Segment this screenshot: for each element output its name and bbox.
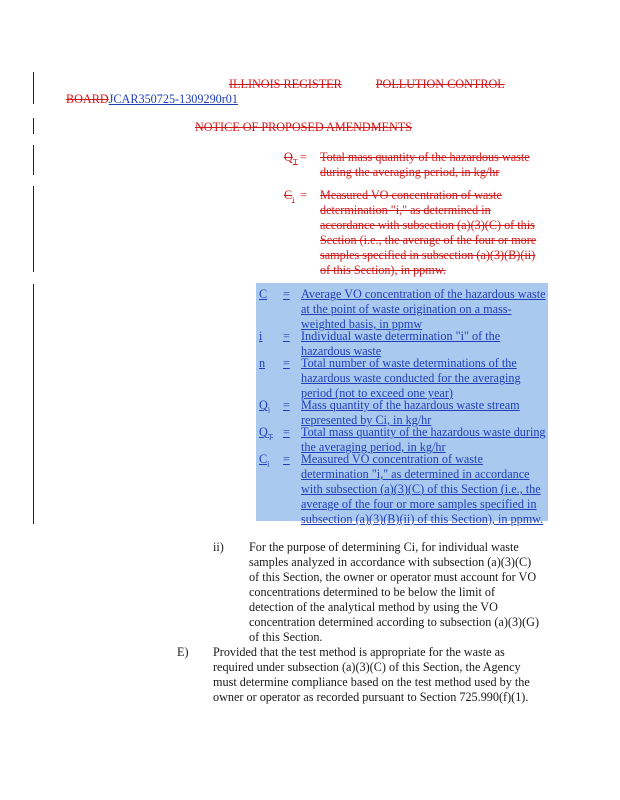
inserted-equals: = [283,287,290,301]
inserted-symbol-ci: $C_i$ [259,452,270,469]
inserted-definition-c: Average VO concentration of the hazardous waste at the point of waste origination on a mass-weighted basis, in ppmw [301,287,546,331]
header-board-name: POLLUTION CONTROL [375,77,505,91]
inserted-equals: = [283,398,290,412]
header-register: ILLINOIS REGISTER [229,77,342,91]
inserted-symbol-qt: $Q_T$ [259,425,273,442]
notice-heading: NOTICE OF PROPOSED AMENDMENTS [195,120,413,134]
paragraph-e-text: Provided that the test method is appropriate for the waste as required under subsection (a)(3)(C) of this Section, the Agency must determine compliance based on the test method used by the owner or operator as recorded pursuant to Section 725.990(f)(1). [213,645,530,704]
inserted-definition-ci: Measured VO concentration of waste determination "i," as determined in accordance with subsection (a)(3)(C) of this Section (i.e., the average of the four or more samples specified in subsection (a)(3)(B)(ii) of this Section), in ppmw. [301,452,544,526]
inserted-definition-n: Total number of waste determinations of the hazardous waste conducted for the averaging period (not to exceed one year) [301,356,521,400]
inserted-equals: = [283,452,290,466]
deleted-definition-qt: Total mass quantity of the hazardous waste during the averaging period, in kg/hr [320,150,530,179]
inserted-definition-i: Individual waste determination "i" of the hazardous waste [301,329,501,358]
change-bar [33,118,34,134]
paragraph-ii-text: For the purpose of determining Ci, for individual waste samples analyzed in accordance with subsection (a)(3)(C) of this Section, the owner or operator must account for VO concentrations determined to be below the limit of detection of the analytical method by using the VO concentration determined according to subsection (a)(3)(G) of this Section. [249,540,540,644]
inserted-definition-qi: Mass quantity of the hazardous waste stream represented by Ci, in kg/hr [301,398,520,427]
inserted-symbol-c: C [259,287,268,301]
inserted-symbol-qi: $Q_i$ [259,398,271,415]
change-bar [33,284,34,524]
change-bar [33,186,34,272]
inserted-symbol-i: i [259,329,263,343]
header-document-id [66,92,238,107]
inserted-jcar-id: JCAR350725-1309290r01 [108,92,238,106]
change-bar [33,145,34,175]
deleted-equals: = [300,150,307,164]
paragraph-e-label: E) [177,645,189,659]
inserted-equals: = [283,356,290,370]
inserted-symbol-n: n [259,356,266,370]
inserted-definition-qt: Total mass quantity of the hazardous waste during the averaging period, in kg/hr [301,425,546,454]
deleted-symbol-qt: $Q_T$ [284,150,298,167]
change-bar [33,72,34,104]
deleted-equals: = [300,188,307,202]
paragraph-ii-label: ii) [213,540,224,554]
header-register-title [229,77,505,92]
inserted-equals: = [283,329,290,343]
deleted-definition-ci: Measured VO concentration of waste determination "i," as determined in accordance with subsection (a)(3)(C) of this Section (i.e., the average of the four or more samples specified in subsection (a)(3)(B)(ii) of this Section), in ppmw. [320,188,537,277]
deleted-board-text: BOARD [66,92,109,106]
deleted-symbol-ci: $C_i$ [284,188,295,205]
inserted-equals: = [283,425,290,439]
